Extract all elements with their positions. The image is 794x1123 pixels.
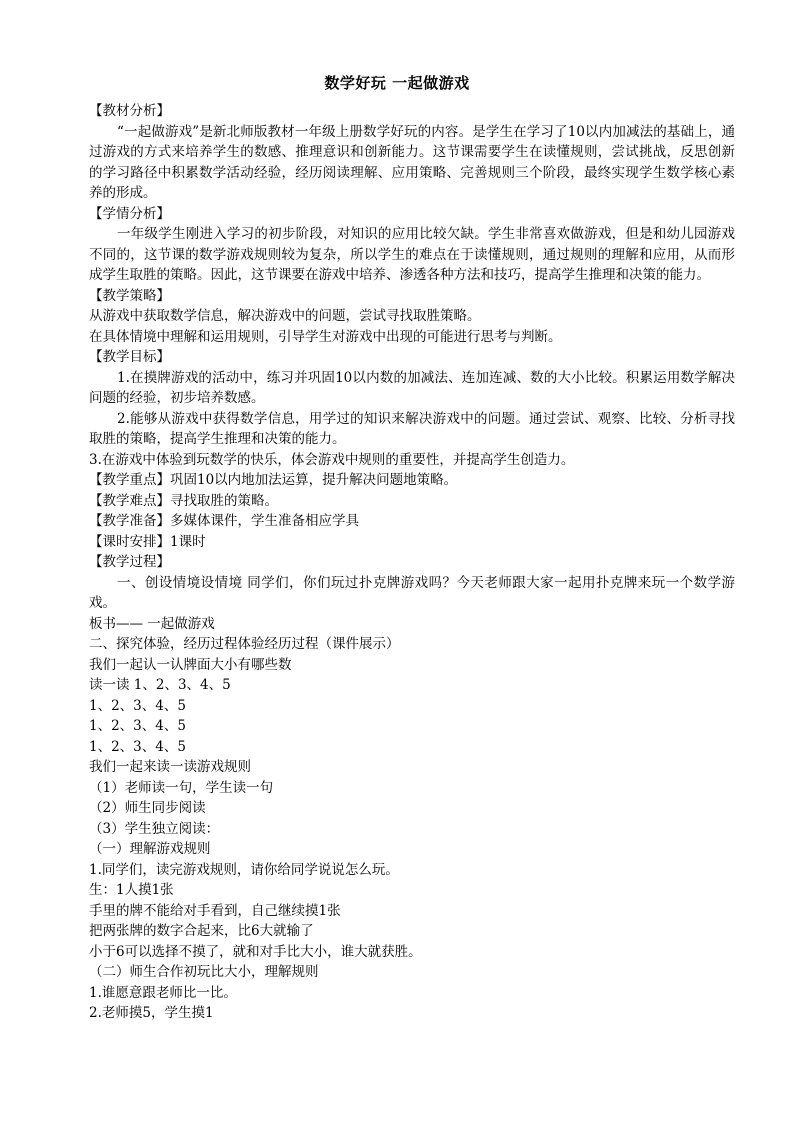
- heading-teaching-process: 【教学过程】: [89, 554, 170, 570]
- text-line: （2）师生同步阅读: [89, 800, 206, 816]
- text-line: 手里的牌不能给对手看到，自己继续摸1张: [89, 902, 341, 919]
- process-step-2: 二、探究体验，经历过程体验经历过程（课件展示）: [89, 636, 400, 652]
- text-line: 1、2、3、4、5: [89, 738, 186, 755]
- document-body: [89, 101, 735, 1024]
- text-line: 我们一起认一认牌面大小有哪些数: [89, 656, 292, 673]
- text-line: 小于6可以选择不摸了，就和对手比大小，谁大就获胜。: [89, 943, 422, 960]
- text-line: （二）师生合作初玩比大小，理解规则: [89, 964, 319, 980]
- strategy-line-1: 从游戏中获取数学信息，解决游戏中的问题，尝试寻找取胜策略。: [89, 308, 481, 324]
- text-line: 1、2、3、4、5: [89, 718, 186, 734]
- paragraph-student-analysis: 一年级学生刚进入学习的初步阶段，对知识的应用比较欠缺。学生非常喜欢做游戏，但是和幼儿园游戏不同的，这节课的数学游戏规则较为复杂，所以学生的难点在于读懂规则，通过规则的理解和应用，从而形成学生取胜的策略。因此，这节课要在游戏中培养、渗透各种方法和技巧，提高学生推理和决策的能力。: [89, 226, 735, 283]
- heading-teaching-strategy: 【教学策略】: [89, 287, 170, 304]
- strategy-line-2: 在具体情境中理解和运用规则，引导学生对游戏中出现的可能进行思考与判断。: [89, 328, 562, 345]
- goal-3: 3.在游戏中体验到玩数学的快乐，体会游戏中规则的重要性，并提高学生创造力。: [89, 451, 575, 468]
- text-line: 2.老师摸5，学生摸1: [89, 1005, 214, 1021]
- text-line: （1）老师读一句，学生读一句: [89, 779, 274, 796]
- document-title: 数学好玩 一起做游戏: [324, 74, 470, 92]
- preparation: 【教学准备】多媒体课件，学生准备相应学具: [89, 513, 359, 529]
- process-step-1: 一、创设情境设情境 同学们，你们玩过扑克牌游戏吗？今天老师跟大家一起用扑克牌来玩一个数学游戏。: [89, 574, 735, 611]
- text-line: 1.谁愿意跟老师比一比。: [89, 984, 237, 1001]
- text-line: 读一读 1、2、3、4、5: [89, 677, 231, 693]
- text-line: 1、2、3、4、5: [89, 697, 186, 714]
- text-line: 我们一起来读一读游戏规则: [89, 759, 251, 775]
- text-line: （一）理解游戏规则: [89, 841, 211, 857]
- heading-textbook-analysis: 【教材分析】: [89, 103, 170, 119]
- schedule: 【课时安排】1课时: [89, 533, 206, 550]
- goal-1: 1.在摸牌游戏的活动中，练习并巩固10以内数的加减法、连加连减、数的大小比较。积累运用数学解决问题的经验，初步培养数感。: [89, 369, 735, 406]
- difficult-point: 【教学难点】寻找取胜的策略。: [89, 492, 278, 509]
- blackboard-note: 板书—— 一起做游戏: [89, 615, 215, 632]
- paragraph-textbook-analysis: “一起做游戏”是新北师版教材一年级上册数学好玩的内容。是学生在学习了10以内加减法的基础上，通过游戏的方式来培养学生的数感、推理意识和创新能力。这节课需要学生在读懂规则，尝试挑战，反思创新的学习路径中积累数学活动经验，经历阅读理解、应用策略、完善规则三个阶段，最终实现学生数学核心素养的形成。: [89, 123, 735, 201]
- goal-2: 2.能够从游戏中获得数学信息，用学过的知识来解决游戏中的问题。通过尝试、观察、比较、分析寻找取胜的策略，提高学生推理和决策的能力。: [89, 410, 735, 447]
- text-line: 1.同学们，读完游戏规则，请你给同学说说怎么玩。: [89, 861, 399, 878]
- key-point: 【教学重点】巩固10以内地加法运算，提升解决问题地策略。: [89, 472, 458, 488]
- heading-student-analysis: 【学情分析】: [89, 205, 170, 222]
- text-line: 生：1人摸1张: [89, 882, 174, 898]
- heading-teaching-goals: 【教学目标】: [89, 349, 170, 365]
- text-line: （3）学生独立阅读：: [89, 820, 220, 837]
- text-line: 把两张牌的数字合起来，比6大就输了: [89, 923, 314, 939]
